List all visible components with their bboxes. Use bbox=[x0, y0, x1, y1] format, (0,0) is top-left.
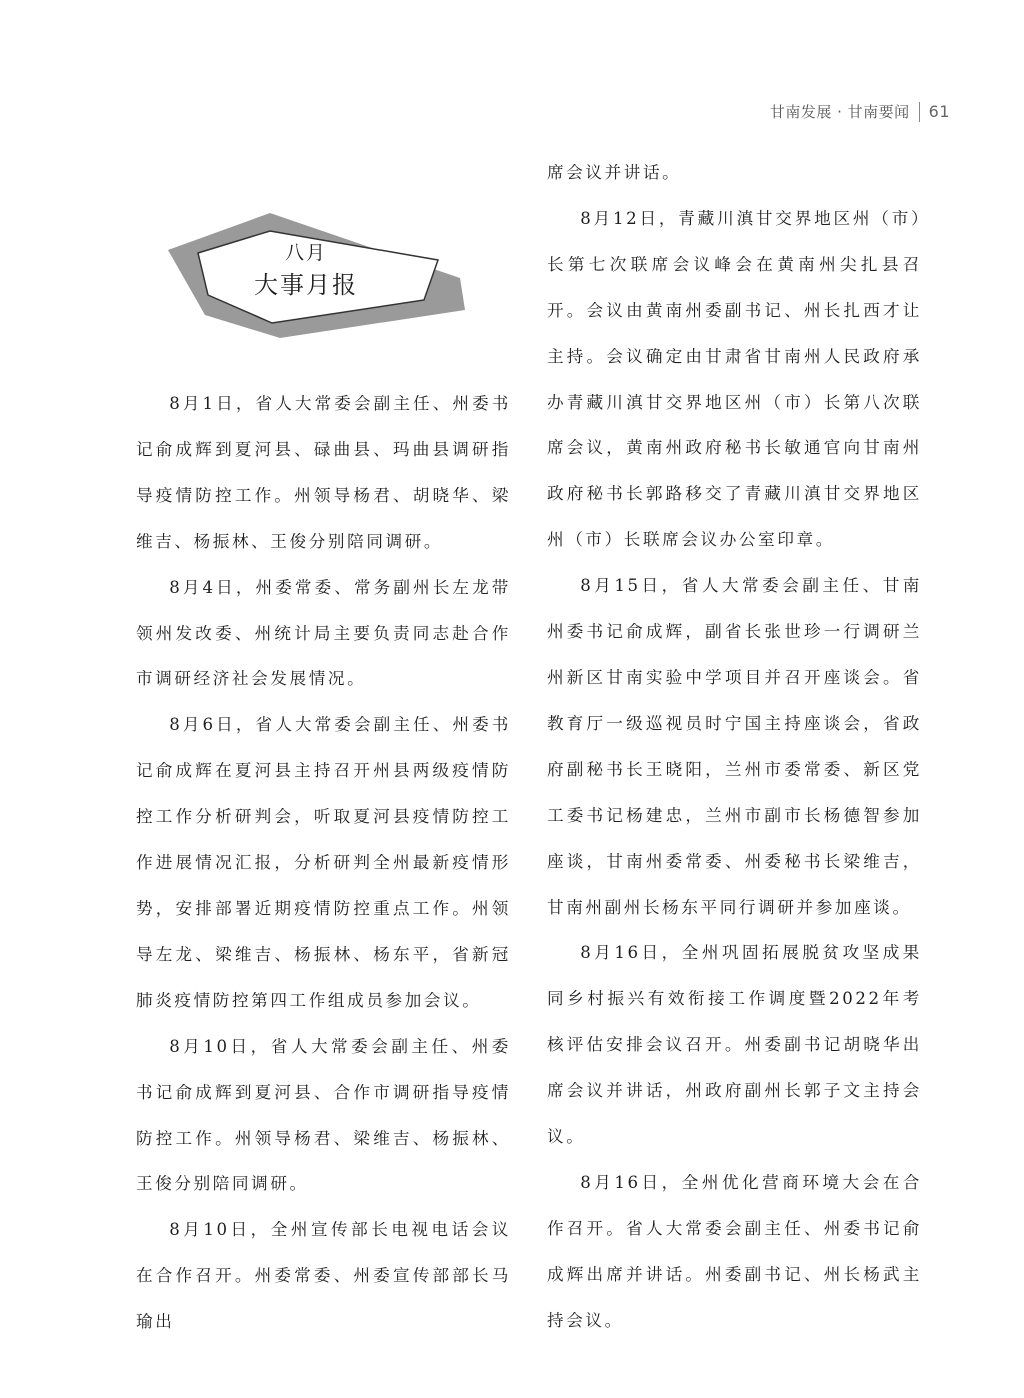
header-divider bbox=[919, 102, 920, 122]
running-header bbox=[770, 101, 950, 122]
news-item: 8月6日，省人大常委会副主任、州委书记俞成辉在夏河县主持召开州县两级疫情防控工作分析研判会，听取夏河县疫情防控工作进展情况汇报，分析研判全州最新疫情形势，安排部署近期疫情防控重点工作。州领导左龙、梁维吉、杨振林、杨东平，省新冠肺炎疫情防控第四工作组成员参加会议。 bbox=[136, 715, 511, 1010]
left-column bbox=[136, 381, 511, 1345]
badge-title: 大事月报 bbox=[254, 271, 358, 299]
news-item: 8月10日，全州宣传部长电视电话会议在合作召开。州委常委、州委宣传部部长马瑜出 bbox=[136, 1220, 511, 1332]
right-column bbox=[547, 150, 922, 1344]
news-item: 8月16日，全州巩固拓展脱贫攻坚成果同乡村振兴有效衔接工作调度暨2022年考核评估安排会议召开。州委副书记胡晓华出席会议并讲话，州政府副州长郭子文主持会议。 bbox=[547, 943, 922, 1147]
news-item: 8月1日，省人大常委会副主任、州委书记俞成辉到夏河县、碌曲县、玛曲县调研指导疫情防控工作。州领导杨君、胡晓华、梁维吉、杨振林、王俊分别陪同调研。 bbox=[136, 394, 511, 551]
page-number: 61 bbox=[928, 102, 950, 121]
section-title: 甘南发展 · 甘南要闻 bbox=[769, 103, 910, 121]
badge-month: 八月 bbox=[284, 242, 327, 264]
news-item: 8月10日，省人大常委会副主任、州委书记俞成辉到夏河县、合作市调研指导疫情防控工作。州领导杨君、梁维吉、杨振林、王俊分别陪同调研。 bbox=[136, 1036, 511, 1194]
news-item: 8月4日，州委常委、常务副州长左龙带领州发改委、州统计局主要负责同志赴合作市调研经济社会发展情况。 bbox=[136, 577, 511, 689]
news-item: 8月12日，青藏川滇甘交界地区州（市）长第七次联席会议峰会在黄南州尖扎县召开。会议由黄南州委副书记、州长扎西才让主持。会议确定由甘肃省甘南州人民政府承办青藏川滇甘交界地区州（市）长第八次联席会议，黄南州政府秘书长敏通官向甘南州政府秘书长郭路移交了青藏川滇甘交界地区州（市）长联席会议办公室印章。 bbox=[547, 208, 922, 550]
news-item-continuation: 席会议并讲话。 bbox=[547, 163, 682, 182]
news-item: 8月15日，省人大常委会副主任、甘南州委书记俞成辉，副省长张世珍一行调研兰州新区甘南实验中学项目并召开座谈会。省教育厅一级巡视员时宁国主持座谈会，省政府副秘书长王晓阳，兰州市委常委、新区党工委书记杨建忠，兰州市副市长杨德智参加座谈，甘南州委常委、州委秘书长梁维吉，甘南州副州长杨东平同行调研并参加座谈。 bbox=[547, 576, 922, 917]
news-item: 8月16日，全州优化营商环境大会在合作召开。省人大常委会副主任、州委书记俞成辉出席并讲话。州委副书记、州长杨武主持会议。 bbox=[547, 1172, 922, 1330]
